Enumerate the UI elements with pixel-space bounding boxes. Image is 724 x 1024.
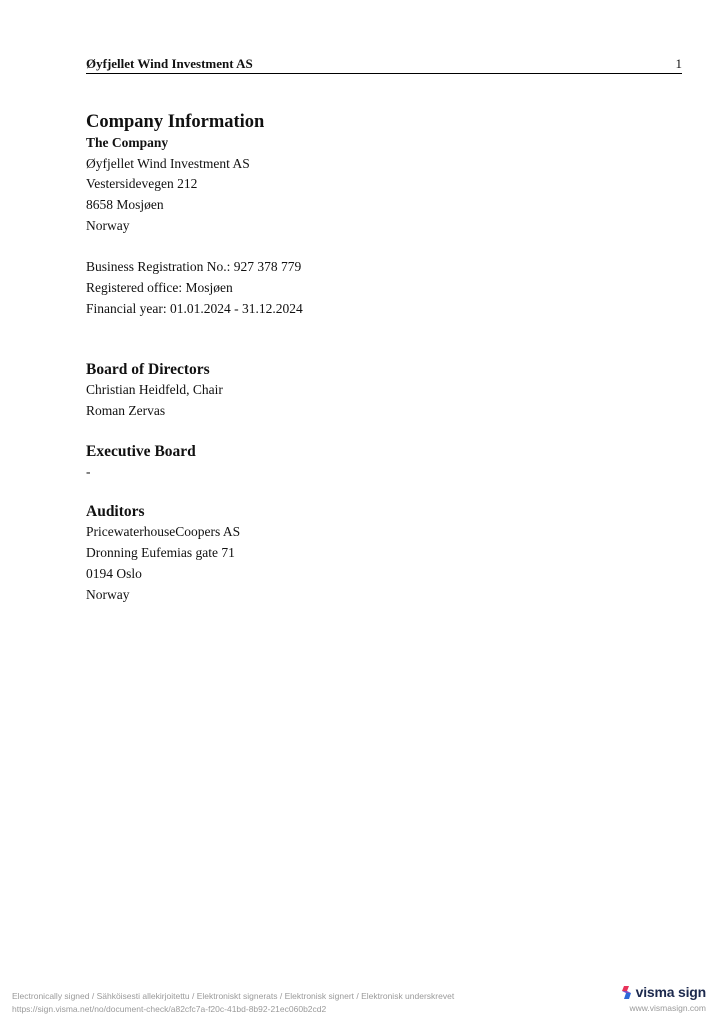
auditor-country: Norway <box>86 586 130 602</box>
auditors-section <box>86 502 646 605</box>
company-street: Vestersidevegen 212 <box>86 176 198 192</box>
document-body <box>86 111 646 605</box>
company-postal: 8658 Mosjøen <box>86 197 164 213</box>
executive-section <box>86 442 646 483</box>
auditor-street: Dronning Eufemias gate 71 <box>86 545 235 561</box>
visma-logo-icon <box>621 985 632 1000</box>
brand-name: visma sign <box>635 984 706 1000</box>
executive-heading: Executive Board <box>86 442 196 460</box>
auditor-postal: 0194 Oslo <box>86 565 142 581</box>
company-name: Øyfjellet Wind Investment AS <box>86 155 250 171</box>
registered-office: Registered office: Mosjøen <box>86 279 233 295</box>
board-section <box>86 360 646 421</box>
financial-year: Financial year: 01.01.2024 - 31.12.2024 <box>86 300 303 316</box>
board-heading: Board of Directors <box>86 361 210 379</box>
document-title: Company Information <box>86 112 265 132</box>
company-section <box>86 133 646 319</box>
business-registration: Business Registration No.: 927 378 779 <box>86 259 302 275</box>
auditors-heading: Auditors <box>86 503 145 521</box>
header-title: Øyfjellet Wind Investment AS <box>86 56 253 71</box>
document-check-link[interactable]: https://sign.visma.net/no/document-check/a82cfc7a-f20c-41bd-8b92-21ec060b2cd2 <box>12 1004 327 1014</box>
executive-value: - <box>86 463 91 479</box>
page-number: 1 <box>675 56 682 71</box>
signature-footer <box>12 990 454 1016</box>
brand-url[interactable]: www.vismasign.com <box>629 1003 706 1013</box>
company-heading: The Company <box>86 135 169 150</box>
visma-sign-brand <box>621 984 706 1013</box>
auditor-name: PricewaterhouseCoopers AS <box>86 524 241 540</box>
board-member: Christian Heidfeld, Chair <box>86 382 223 398</box>
page-header <box>86 56 682 74</box>
signed-statement: Electronically signed / Sähköisesti allekirjoitettu / Elektroniskt signerats / Elektronisk signert / Elektronisk underskrevet <box>12 991 455 1001</box>
board-member: Roman Zervas <box>86 403 166 419</box>
company-country: Norway <box>86 217 130 233</box>
